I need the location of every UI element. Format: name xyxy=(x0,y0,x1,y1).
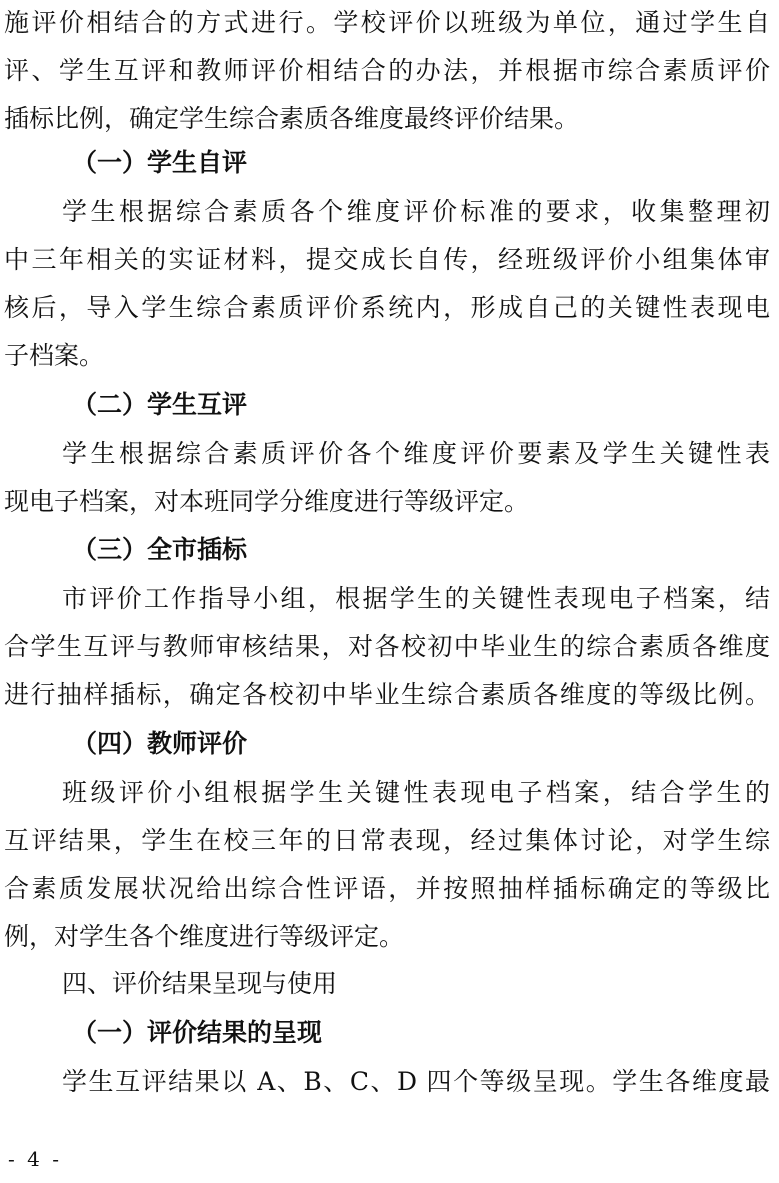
subheading-city-benchmark: （三）全市插标 xyxy=(72,535,248,564)
paragraph-line: 核后，导入学生综合素质评价系统内，形成自己的关键性表现电 xyxy=(4,293,770,322)
paragraph-line: 班级评价小组根据学生关键性表现电子档案，结合学生的 xyxy=(62,778,770,807)
page-number: - 4 - xyxy=(8,1147,62,1171)
paragraph-line: 互评结果，学生在校三年的日常表现，经过集体讨论，对学生综 xyxy=(4,826,770,855)
subheading-student-self-evaluation: （一）学生自评 xyxy=(72,148,248,177)
paragraph-line: 学生根据综合素质评价各个维度评价要素及学生关键性表 xyxy=(62,439,770,468)
paragraph-line: 进行抽样插标，确定各校初中毕业生综合素质各维度的等级比例。 xyxy=(4,680,770,709)
paragraph-line: 学生互评结果以 A、B、C、D 四个等级呈现。学生各维度最 xyxy=(62,1067,770,1096)
paragraph-line: 合学生互评与教师审核结果，对各校初中毕业生的综合素质各维度 xyxy=(4,632,770,661)
paragraph-line: 子档案。 xyxy=(4,341,105,370)
paragraph-line: 市评价工作指导小组，根据学生的关键性表现电子档案，结 xyxy=(62,584,770,613)
paragraph-line: 现电子档案，对本班同学分维度进行等级评定。 xyxy=(4,487,530,516)
paragraph-line: 施评价相结合的方式进行。学校评价以班级为单位，通过学生自 xyxy=(4,8,770,37)
paragraph-line: 合素质发展状况给出综合性评语，并按照抽样插标确定的等级比 xyxy=(4,874,770,903)
paragraph-line: 评、学生互评和教师评价相结合的办法，并根据市综合素质评价 xyxy=(4,56,770,85)
paragraph-line: 中三年相关的实证材料，提交成长自传，经班级评价小组集体审 xyxy=(4,245,770,274)
subheading-results-presentation: （一）评价结果的呈现 xyxy=(72,1018,323,1047)
subheading-teacher-evaluation: （四）教师评价 xyxy=(72,729,248,758)
paragraph-line: 插标比例，确定学生综合素质各维度最终评价结果。 xyxy=(4,104,580,133)
subheading-student-peer-evaluation: （二）学生互评 xyxy=(72,390,248,419)
paragraph-line: 例，对学生各个维度进行等级评定。 xyxy=(4,922,405,951)
paragraph-line: 学生根据综合素质各个维度评价标准的要求，收集整理初 xyxy=(62,197,770,226)
section-heading-results: 四、评价结果呈现与使用 xyxy=(62,969,338,998)
